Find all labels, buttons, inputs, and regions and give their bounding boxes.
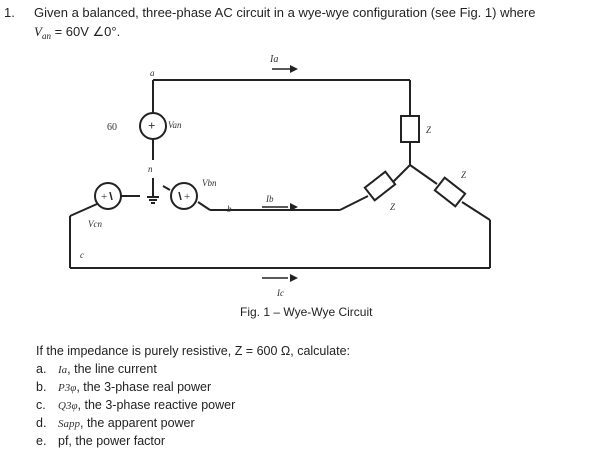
z-label-a: Z (426, 125, 432, 135)
figure-caption: Fig. 1 – Wye-Wye Circuit (240, 305, 373, 319)
item-label: d. (36, 416, 47, 430)
vbn-label: Vbn (202, 178, 217, 188)
item-text: , the 3-phase reactive power (77, 398, 236, 412)
list-item (36, 362, 157, 376)
item-label: a. (36, 362, 47, 376)
svg-text:+: + (184, 191, 191, 203)
load-impedance-b (365, 172, 395, 201)
question-intro: Given a balanced, three-phase AC circuit in a wye-wye configuration (see Fig. 1) where (34, 5, 536, 20)
item-text: , the apparent power (80, 416, 195, 430)
load-impedance-c (435, 178, 465, 207)
van-label: Van (168, 120, 182, 130)
question-text (4, 5, 535, 20)
ia-label: Ia (270, 54, 279, 65)
svg-text:+: + (148, 118, 156, 133)
z-label-c: Z (461, 170, 467, 180)
node-c-label: c (80, 250, 84, 260)
problem-condition: If the impedance is purely resistive, Z = 600 Ω, calculate: (36, 344, 351, 358)
item-text: , the 3-phase real power (76, 380, 212, 394)
item-label: c. (36, 398, 46, 412)
ib-label: Ib (266, 194, 274, 204)
node-a-label: a (150, 68, 155, 78)
van-symbol: V (34, 24, 42, 39)
item-symbol: Sapp (58, 418, 80, 430)
list-item (36, 380, 211, 394)
item-text: , the line current (67, 362, 157, 376)
list-item (36, 398, 235, 412)
list-item (36, 416, 195, 430)
ic-label: Ic (277, 288, 284, 298)
node-n-label: n (148, 164, 153, 174)
van-definition (34, 24, 120, 41)
item-label: e. (36, 434, 47, 448)
voltage-source-a (140, 113, 166, 139)
item-symbol: P3φ (58, 382, 77, 394)
item-symbol: Q3φ (58, 400, 78, 412)
load-impedance-a (401, 116, 419, 142)
vcn-label: Vcn (88, 219, 102, 229)
voltage-source-c (95, 183, 121, 209)
wye-wye-circuit-diagram (0, 40, 597, 310)
svg-text:+: + (101, 191, 108, 203)
van-subscript: an (41, 31, 51, 41)
item-label: b. (36, 380, 47, 394)
list-item (36, 434, 165, 448)
voltage-source-b (171, 183, 197, 209)
item-text: pf, the power factor (58, 434, 166, 448)
item-symbol: Ia (58, 364, 68, 376)
source-magnitude-label: 60 (107, 122, 117, 133)
z-label-b: Z (390, 202, 396, 212)
van-value: = 60V ∠0°. (50, 24, 121, 39)
node-b-label: b (227, 204, 232, 214)
question-number: 1. (4, 5, 15, 20)
